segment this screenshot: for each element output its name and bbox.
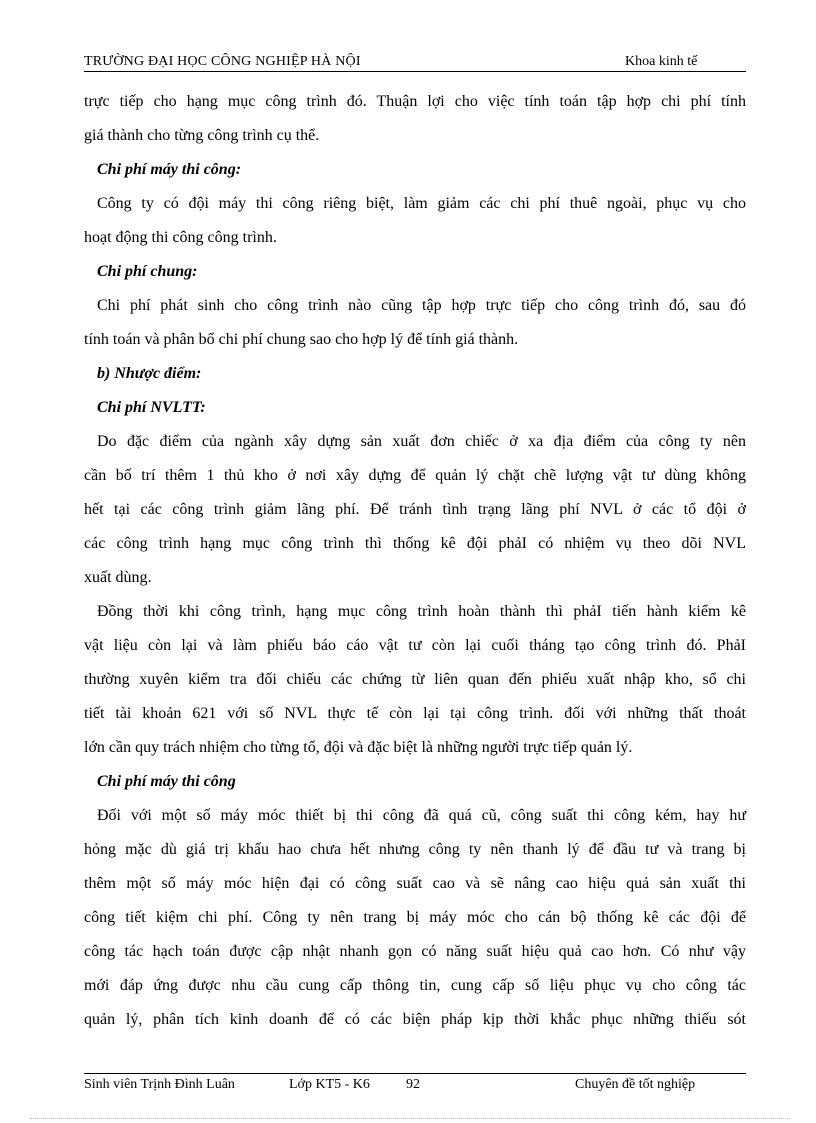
footer-student: Sinh viên Trịnh Đình Luân <box>84 1077 235 1092</box>
paragraph-line: thêm một số máy móc hiện đại có công suất cao và sẽ nâng cao hiệu quả sản xuất thi <box>84 875 746 892</box>
footer-class: Lớp KT5 - K6 <box>289 1077 370 1092</box>
paragraph-line: tiết tài khoản 621 với số NVL thực tế còn lại tại công trình. đối với những thất thoát <box>84 705 746 722</box>
paragraph-line: Chi phí phát sinh cho công trình nào cũng tập hợp trực tiếp cho công trình đó, sau đó <box>97 297 746 314</box>
paragraph-line: hết tại các công trình giảm lãng phí. Để tránh tình trạng lãng phí NVL ở các tổ đội ở <box>84 501 746 518</box>
paragraph-line: quản lý, phân tích kinh doanh để có các biện pháp kịp thời khắc phục những thiếu sót <box>84 1011 746 1028</box>
school-name: TRƯỜNG ĐẠI HỌC CÔNG NGHIỆP HÀ NỘI <box>84 54 361 69</box>
paragraph-line: Do đặc điểm của ngành xây dựng sản xuất đơn chiếc ở xa địa điểm của công ty nên <box>97 433 746 450</box>
document-body <box>84 88 746 1040</box>
paragraph-line: Đối với một số máy móc thiết bị thi công đã quá cũ, công suất thi công kém, hay hư <box>97 807 746 824</box>
paragraph-line: trực tiếp cho hạng mục công trình đó. Thuận lợi cho việc tính toán tập hợp chi phí tính <box>84 93 746 110</box>
footer-rule <box>84 1073 746 1074</box>
paragraph-line: mới đáp ứng được nhu cầu cung cấp thông tin, cung cấp số liệu phục vụ cho công tác <box>84 977 746 994</box>
section-heading: Chi phí máy thi công <box>97 773 236 790</box>
paragraph-line: tính toán và phân bổ chi phí chung sao cho hợp lý để tính giá thành. <box>84 331 519 348</box>
header-rule <box>84 71 746 72</box>
paragraph-line: thường xuyên kiểm tra đối chiếu các chứng từ liên quan đến phiếu xuất nhập kho, sổ chi <box>84 671 746 688</box>
paragraph-line: xuất dùng. <box>84 569 152 586</box>
section-heading: b) Nhược điểm: <box>97 365 202 382</box>
footer-page-number: 92 <box>406 1077 420 1092</box>
section-heading: Chi phí NVLTT: <box>97 399 206 416</box>
page-header <box>84 52 746 72</box>
faculty-name: Khoa kinh tế <box>625 54 698 69</box>
paragraph-line: hỏng mặc dù giá trị khấu hao chưa hết nhưng công ty nên thanh lý để đầu tư và trang bị <box>84 841 746 858</box>
paragraph-line: Đồng thời khi công trình, hạng mục công trình hoàn thành thì phảI tiến hành kiểm kê <box>97 603 746 620</box>
paragraph-line: công tác hạch toán được cập nhật nhanh gọn có năng suất hiệu quả cao hơn. Có như vậy <box>84 943 746 960</box>
page-bottom-dotted-edge <box>30 1118 790 1119</box>
footer-title: Chuyên đề tốt nghiệp <box>575 1077 696 1092</box>
paragraph-line: Công ty có đội máy thi công riêng biệt, làm giảm các chi phí thuê ngoài, phục vụ cho <box>97 195 746 212</box>
paragraph-line: giá thành cho từng công trình cụ thể. <box>84 127 320 144</box>
paragraph-line: cần bố trí thêm 1 thủ kho ở nơi xây dựng để quản lý chặt chẽ lượng vật tư dùng không <box>84 467 746 484</box>
paragraph-line: hoạt động thi công công trình. <box>84 229 277 246</box>
paragraph-line: vật liệu còn lại và làm phiếu báo cáo vật tư còn lại cuối tháng tạo công trình đó. PhảI <box>84 637 746 654</box>
paragraph-line: lớn cần quy trách nhiệm cho từng tổ, đội và đặc biệt là những người trực tiếp quản lý. <box>84 739 633 756</box>
paragraph-line: công tiết kiệm chi phí. Công ty nên trang bị máy móc cho cán bộ thống kê các đội để <box>84 909 746 926</box>
paragraph-line: các công trình hạng mục công trình thì thống kê đội phảI có nhiệm vụ theo dõi NVL <box>84 535 746 552</box>
section-heading: Chi phí chung: <box>97 263 198 280</box>
section-heading: Chi phí máy thi công: <box>97 161 242 178</box>
